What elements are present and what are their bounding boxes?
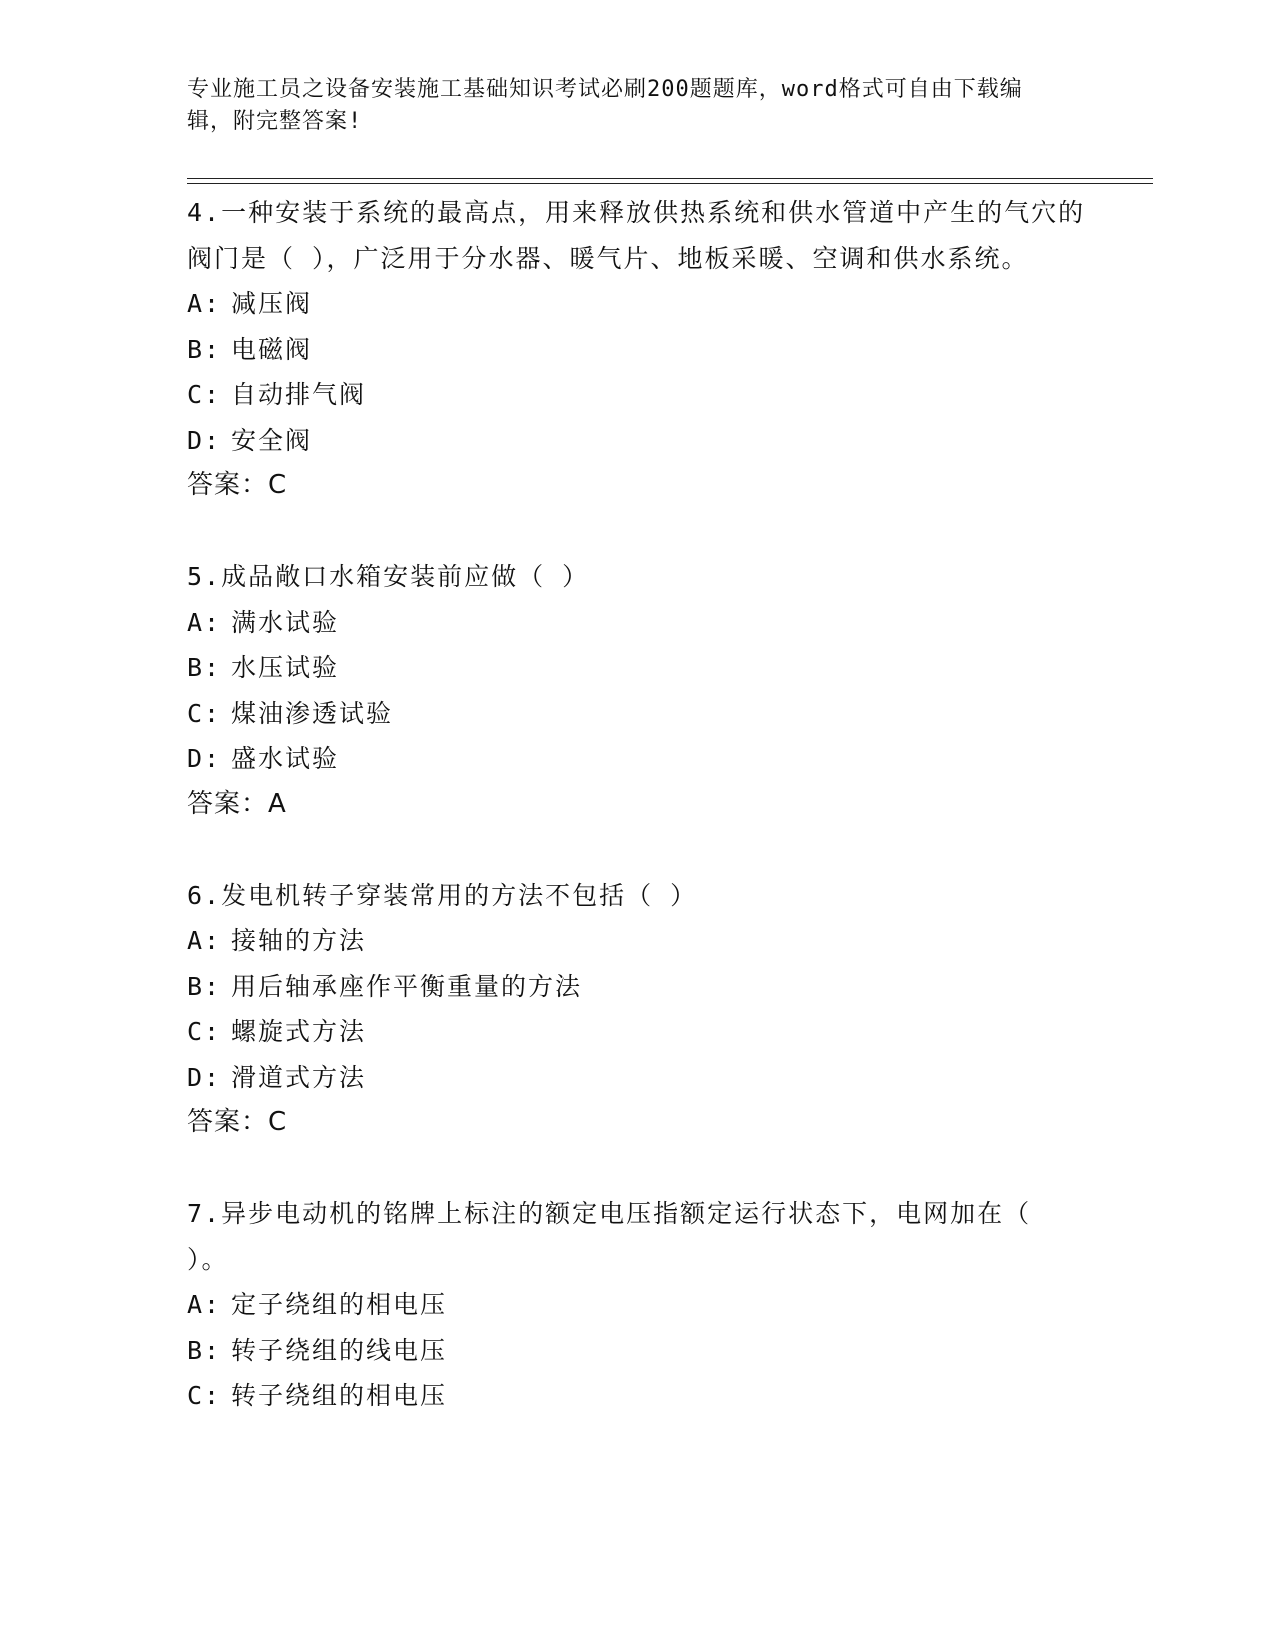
- option-label: A:: [187, 607, 222, 637]
- option-label: C:: [187, 1017, 222, 1046]
- option-label: A:: [187, 926, 222, 955]
- option-a: [187, 281, 1087, 327]
- option-d: [187, 418, 1087, 464]
- question-stem: 5.成品敞口水箱安装前应做（ ）: [187, 562, 590, 591]
- question-stem: 7.异步电动机的铭牌上标注的额定电压指额定运行状态下，电网加在（ ）。: [187, 1199, 1032, 1274]
- option-label: A:: [187, 1290, 222, 1319]
- option-text: 转子绕组的相电压: [231, 1381, 448, 1410]
- option-text: 接轴的方法: [231, 926, 367, 955]
- header-divider-bottom: [187, 183, 1153, 184]
- document-header: 专业施工员之设备安装施工基础知识考试必刷200题题库，word格式可自由下载编辑，附完整答案!: [187, 77, 1023, 134]
- option-text: 定子绕组的相电压: [231, 1290, 448, 1319]
- option-label: D:: [187, 1062, 222, 1092]
- option-b: [187, 327, 1087, 373]
- option-c: [187, 1009, 1087, 1055]
- question-stem: 6.发电机转子穿装常用的方法不包括（ ）: [187, 880, 698, 910]
- option-text: 用后轴承座作平衡重量的方法: [231, 971, 583, 1001]
- option-label: B:: [187, 1335, 222, 1365]
- question-7: [187, 1191, 1087, 1419]
- option-d: [187, 736, 1087, 782]
- option-label: C:: [187, 698, 222, 728]
- option-label: D:: [187, 744, 222, 773]
- option-text: 转子绕组的线电压: [231, 1335, 448, 1365]
- option-a: [187, 918, 1087, 964]
- option-label: A:: [187, 289, 222, 318]
- answer-line: 答案：C: [187, 470, 288, 500]
- option-text: 自动排气阀: [231, 380, 367, 409]
- option-text: 减压阀: [231, 289, 313, 318]
- option-text: 水压试验: [231, 653, 340, 682]
- option-label: B:: [187, 971, 222, 1001]
- option-label: C:: [187, 1381, 222, 1410]
- option-a: [187, 1282, 1087, 1328]
- question-stem: 4.一种安装于系统的最高点，用来释放供热系统和供水管道中产生的气穴的阀门是（ ），广泛用于分水器、暖气片、地板采暖、空调和供水系统。: [187, 198, 1086, 273]
- question-list: [187, 190, 1087, 1464]
- option-text: 滑道式方法: [231, 1062, 367, 1092]
- option-text: 电磁阀: [231, 334, 313, 364]
- question-6: [187, 873, 1087, 1146]
- option-c: [187, 691, 1087, 737]
- option-text: 盛水试验: [231, 744, 340, 773]
- option-text: 螺旋式方法: [231, 1017, 367, 1046]
- option-c: [187, 372, 1087, 418]
- answer-line: 答案：A: [187, 788, 287, 819]
- option-b: [187, 964, 1087, 1010]
- option-text: 煤油渗透试验: [231, 698, 394, 728]
- option-label: B:: [187, 653, 222, 682]
- option-label: B:: [187, 334, 222, 364]
- option-b: [187, 645, 1087, 691]
- option-a: [187, 600, 1087, 646]
- option-label: D:: [187, 425, 222, 455]
- question-4: [187, 190, 1087, 509]
- option-label: C:: [187, 380, 222, 409]
- header-divider-top: [187, 178, 1153, 179]
- option-text: 满水试验: [231, 607, 340, 637]
- answer-line: 答案：C: [187, 1107, 288, 1137]
- question-5: [187, 554, 1087, 827]
- option-text: 安全阀: [231, 425, 313, 455]
- option-d: [187, 1055, 1087, 1101]
- option-c: [187, 1373, 1087, 1419]
- option-b: [187, 1328, 1087, 1374]
